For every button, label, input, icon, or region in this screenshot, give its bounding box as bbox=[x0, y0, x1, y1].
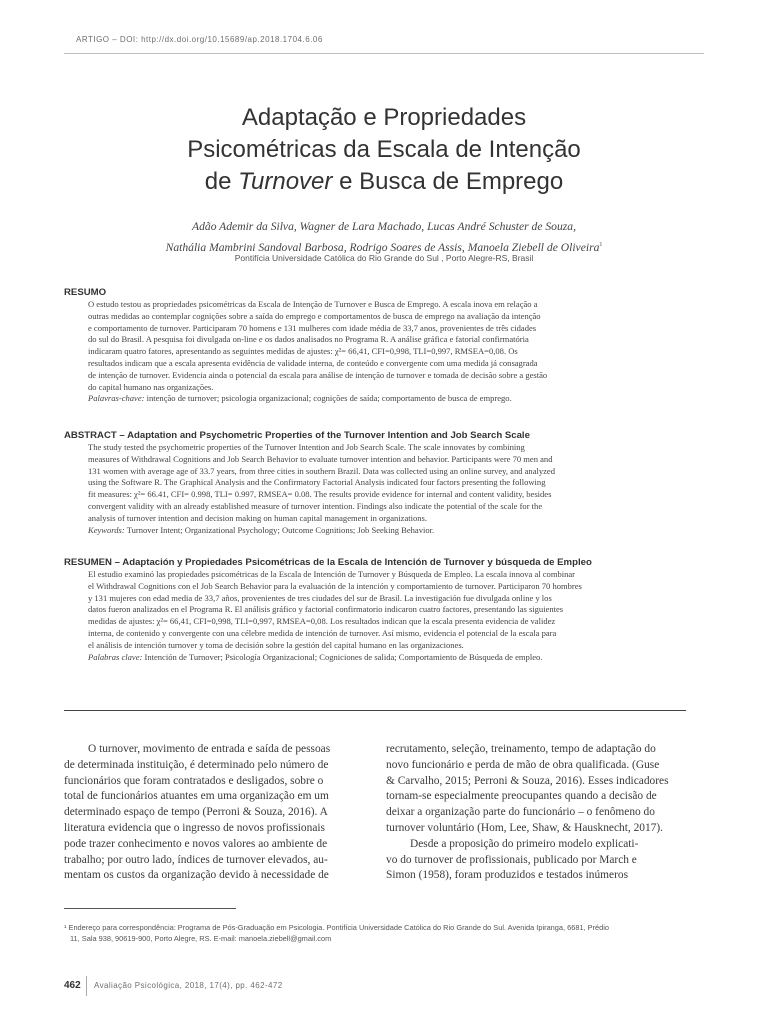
resumen-line: medidas de ajustes: χ²= 66,41, CFI=0,998, TLI=0,997, RMSEA=0,08. Los resultados indican que la escala presenta evidencia de validez bbox=[88, 616, 556, 627]
resumo-keywords bbox=[88, 393, 694, 405]
resumen-line: el análisis de intención turnover y toma de decisión sobre la gestión del capital humano en las organizaciones. bbox=[88, 639, 464, 650]
resumo-line: O estudo testou as propriedades psicométricas da Escala de Intenção de Turnover e Busca de Emprego. A escala inova em relação a bbox=[88, 299, 538, 309]
body-line: funcionários que foram contratados e desligados, sobre o bbox=[64, 774, 324, 787]
resumo-line: e comportamento de turnover. Participaram 70 homens e 131 mulheres com idade média de 33,7 anos, provenientes de três cidades bbox=[88, 322, 537, 333]
resumen-section bbox=[64, 557, 694, 663]
resumo-body bbox=[88, 299, 694, 405]
title-line-3 bbox=[84, 166, 684, 198]
body-line: trabalho; por outro lado, índices de turnover elevados, au- bbox=[64, 853, 328, 866]
abstract-body bbox=[88, 442, 694, 536]
authors-line-1: Adão Ademir da Silva, Wagner de Lara Machado, Lucas André Schuster de Souza, bbox=[192, 220, 576, 233]
body-line: de determinada instituição, é determinado pelo número de bbox=[64, 758, 329, 771]
footnote bbox=[64, 922, 694, 944]
body-line: literatura evidencia que o ingresso de novos profissionais bbox=[64, 821, 325, 834]
title-line-3-pre: de bbox=[204, 168, 239, 195]
resumo-section bbox=[64, 287, 694, 405]
resumen-body bbox=[88, 569, 694, 663]
body-line: pode trazer conhecimento e novos valores ao ambiente de bbox=[64, 837, 328, 850]
body-line: vo do turnover de profissionais, publicado por March e bbox=[386, 853, 637, 866]
resumo-line: outras medidas ao contemplar cognições sobre a saída do emprego e comportamentos de busca de emprego na avaliação da intenção bbox=[88, 310, 541, 321]
resumo-line: do sul do Brasil. A pesquisa foi divulgada on-line e os dados analisados no Programa R. A análise gráfica e fatorial confirmatória bbox=[88, 334, 529, 345]
title-line-1: Adaptação e Propriedades bbox=[241, 104, 527, 131]
body-line: determinado espaço de tempo (Perroni & Souza, 2016). A bbox=[64, 806, 328, 819]
abstract-section bbox=[64, 430, 694, 536]
abstract-line: fit measures: χ²= 66.41, CFI= 0.998, TLI= 0.997, RMSEA= 0.08. The results provide evidence for internal and content validity, besides bbox=[88, 489, 552, 500]
body-line: O turnover, movimento de entrada e saída de pessoas bbox=[88, 743, 331, 755]
body-line: Simon (1958), foram produzidos e testados inúmeros bbox=[386, 869, 629, 882]
abstract-heading: ABSTRACT – Adaptation and Psychometric Properties of the Turnover Intention and Job Search Scale bbox=[64, 430, 530, 441]
abstract-line: 131 women with average age of 33.7 years, from three cities in southern Brazil. Data was collected using an online survey, and analyzed bbox=[88, 465, 555, 476]
abstract-line: convergent validity with an already established measure of turnover intention. Findings also indicate the potential of the scale for the bbox=[88, 500, 543, 511]
doi-line: ARTIGO – DOI: http://dx.doi.org/10.15689/ap.2018.1704.6.06 bbox=[76, 35, 323, 44]
abstract-line: using the Software R. The Graphical Analysis and the Confirmatory Factorial Analysis indicated four factors presenting the following bbox=[88, 477, 546, 488]
body-line: tornam-se especialmente preocupantes quando a decisão de bbox=[386, 790, 657, 803]
body-line: total de funcionários atuantes em uma organização em um bbox=[64, 790, 329, 803]
resumen-line: el Withdrawal Cognitions con el Job Search Behavior para la evaluación de la intención y comportamiento de turnover. Participaron 70 hombres bbox=[88, 580, 582, 591]
page-footer bbox=[64, 976, 704, 996]
resumen-line: y 131 mujeres con edad media de 33,7 años, provenientes de tres ciudades del sur de Brasil. La investigación fue divulgada online y los bbox=[88, 592, 552, 603]
resumo-keywords-text: intenção de turnover; psicologia organizacional; cognições de saída; comportamento de busca de emprego. bbox=[144, 393, 512, 404]
resumen-keywords-label: Palabras clave: bbox=[88, 651, 143, 662]
body-line: novo funcionário e perda de mão de obra qualificada. (Guse bbox=[386, 758, 660, 771]
body-line: Desde a proposição do primeiro modelo explicati- bbox=[410, 837, 639, 850]
affiliation: Pontifícia Universidade Católica do Rio Grande do Sul , Porto Alegre-RS, Brasil bbox=[234, 253, 534, 263]
title-line-2: Psicométricas da Escala de Intenção bbox=[187, 136, 581, 163]
resumen-keywords-text: Intención de Turnover; Psicología Organizacional; Cogniciones de salida; Comportamiento de Búsqueda de empleo. bbox=[142, 651, 543, 662]
resumen-line: datos fueron analizados en el Programa R. El análisis gráfico y factorial confirmatorio indicaron cuatro factores, presentando las siguientes bbox=[88, 604, 564, 615]
body-line: mentam os custos da organização devido à necessidade de bbox=[64, 869, 329, 882]
footnote-line-2: 11, Sala 938, 90619-900, Porto Alegre, RS. E-mail: manoela.ziebell@gmail.com bbox=[70, 934, 332, 943]
resumo-line: do capital humano nas organizações. bbox=[88, 381, 214, 392]
abstract-line: The study tested the psychometric properties of the Turnover Intention and Job Search Scale. The scale innovates by combining bbox=[88, 442, 525, 452]
resumo-line: indicaram quatro fatores, apresentando as seguintes medidas de ajustes: χ²= 66,41, CFI=0,998, TLI=0,997, RMSEA=0,08. Os bbox=[88, 346, 518, 357]
body-line: deixar a organização parte do funcionário – o fenômeno do bbox=[386, 806, 655, 819]
resumo-keywords-label: Palavras-chave: bbox=[88, 393, 145, 404]
resumen-line: El estudio examinó las propiedades psicométricas de la Escala de Intención de Turnover y Búsqueda de Empleo. La escala innova al combinar bbox=[88, 569, 576, 579]
body-column-right bbox=[386, 742, 688, 884]
resumo-line: de intenção de turnover. Evidencia ainda o potencial da escala para análise de intenção de turnover e tomada de decisão sobre a gestão bbox=[88, 369, 548, 380]
article-title bbox=[84, 102, 684, 198]
page-number: 462 bbox=[64, 980, 81, 991]
resumen-keywords bbox=[88, 652, 694, 664]
abstract-line: measures of Withdrawal Cognitions and Job Search Behavior to evaluate turnover intention and behavior. Participants were 70 men and bbox=[88, 453, 553, 464]
title-line-3-italic: Turnover bbox=[238, 168, 333, 195]
body-line: turnover voluntário (Hom, Lee, Shaw, & Hausknecht, 2017). bbox=[386, 821, 664, 834]
abstract-line: analysis of turnover intention and decision making on human capital management in organizations. bbox=[88, 512, 428, 523]
body-line: & Carvalho, 2015; Perroni & Souza, 2016). Esses indicadores bbox=[386, 774, 669, 787]
footnote-marker: 1 bbox=[599, 242, 603, 248]
footnote-line-1: ¹ Endereço para correspondência: Programa de Pós-Graduação em Psicologia. Pontifícia Universidade Católica do Rio Grande do Sul. Avenida Ipiranga, 6681, Prédio bbox=[64, 923, 610, 932]
footnote-divider bbox=[64, 908, 236, 909]
journal-citation: Avaliação Psicológica, 2018, 17(4), pp. 462-472 bbox=[94, 981, 283, 990]
title-line-3-post: e Busca de Emprego bbox=[332, 168, 564, 195]
footer-separator bbox=[86, 976, 87, 996]
resumo-heading: RESUMO bbox=[64, 287, 107, 298]
body-column-left bbox=[64, 742, 366, 884]
resumen-heading: RESUMEN – Adaptación y Propiedades Psicométricas de la Escala de Intención de Turnover y búsqueda de Empleo bbox=[64, 557, 592, 568]
authors-line-2-text: Nathália Mambrini Sandoval Barbosa, Rodrigo Soares de Assis, Manoela Ziebell de Oliveira bbox=[165, 240, 600, 254]
abstract-keywords bbox=[88, 525, 694, 537]
author-list bbox=[84, 218, 684, 257]
resumo-line: resultados indicam que a escala apresenta evidência de validade interna, de conteúdo e convergente com uma medida já consagrada bbox=[88, 357, 538, 368]
abstract-keywords-text: Turnover Intent; Organizational Psychology; Outcome Cognitions; Job Seeking Behavior. bbox=[124, 524, 435, 535]
resumen-line: interna, de contenido y convergente con una célebre medida de intención de turnover. Así mismo, evidencia el potencial de la escala para bbox=[88, 627, 557, 638]
running-header bbox=[64, 29, 704, 54]
abstract-keywords-label: Keywords: bbox=[88, 524, 125, 535]
section-divider bbox=[64, 710, 686, 711]
body-line: recrutamento, seleção, treinamento, tempo de adaptação do bbox=[386, 743, 656, 755]
